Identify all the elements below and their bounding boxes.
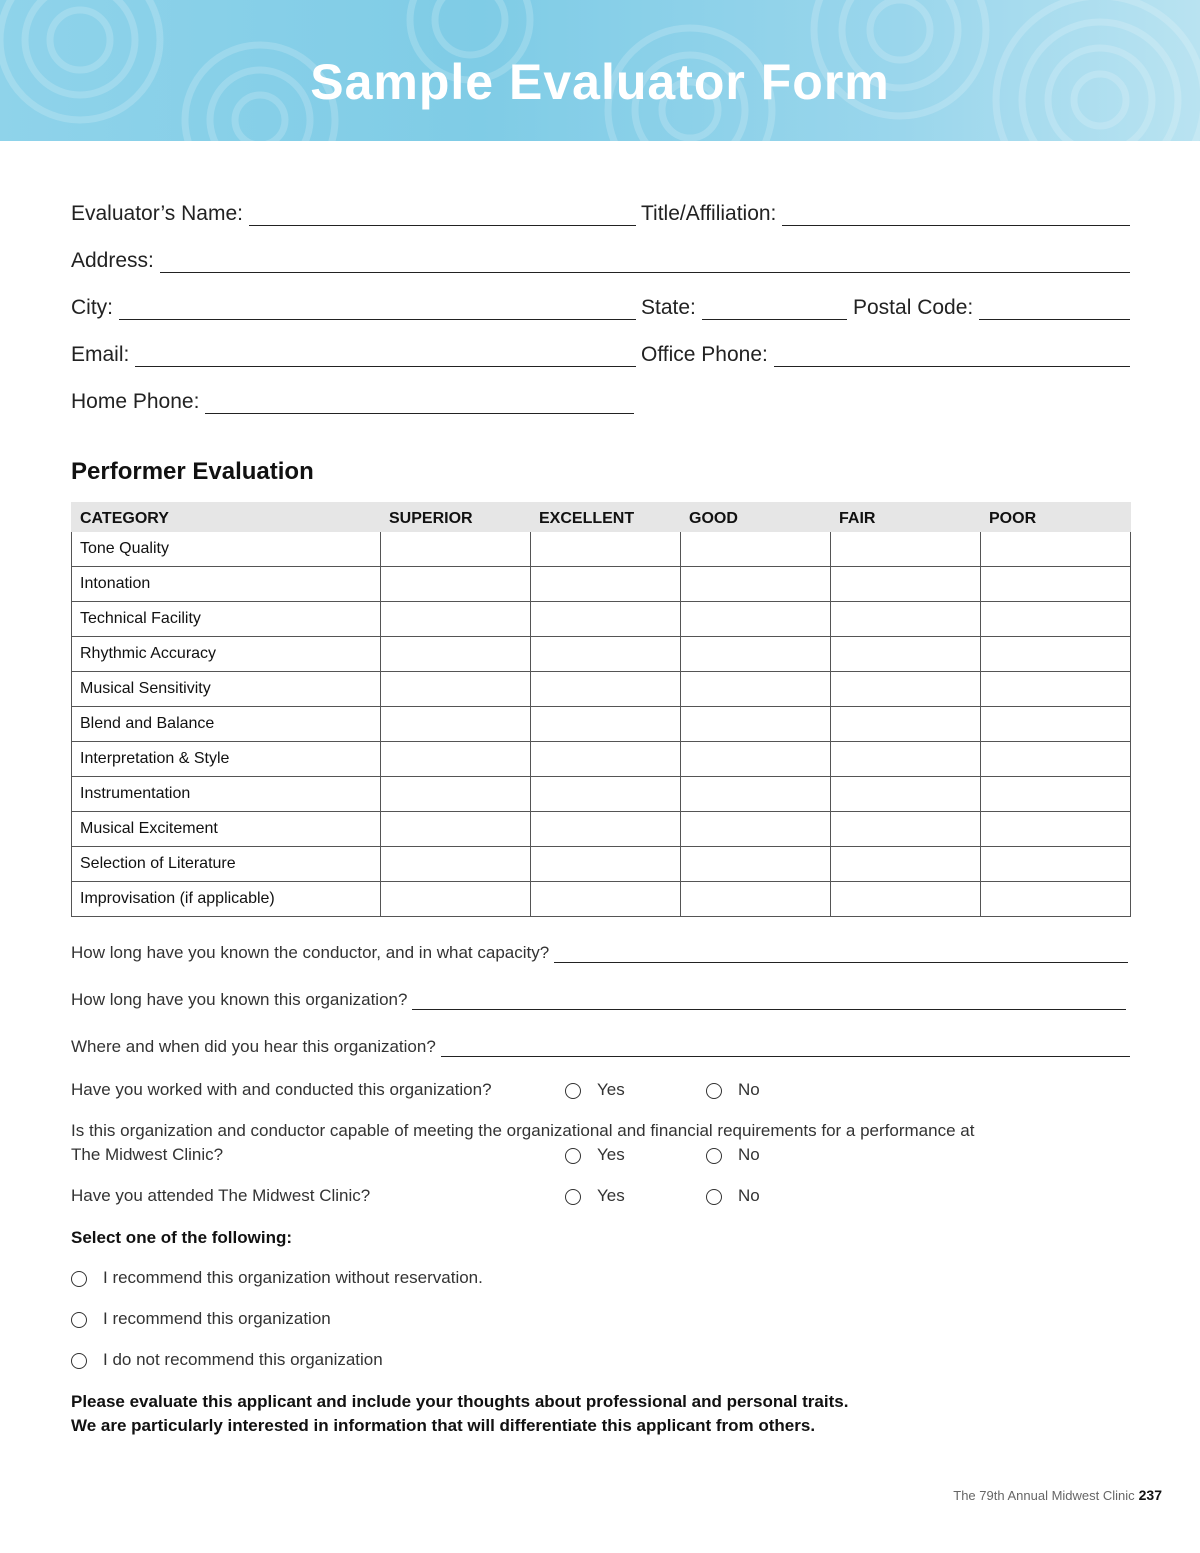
office-phone-line[interactable] [774,344,1130,367]
question-known-organization[interactable] [71,984,1126,1010]
question-heard-organization-line[interactable] [441,1038,1130,1057]
category-cell: Tone Quality [72,532,381,567]
home-phone-line[interactable] [205,391,634,414]
rating-cell-superior[interactable] [381,567,531,602]
attended-no-radio[interactable] [706,1189,722,1205]
address-line[interactable] [160,250,1130,273]
postal-code-label: Postal Code: [853,296,974,319]
closing-line-2: We are particularly interested in information that will differentiate this applicant from others. [71,1416,816,1435]
title-affiliation-label: Title/Affiliation: [641,202,777,225]
column-header-superior: SUPERIOR [381,503,531,532]
category-cell: Interpretation & Style [72,742,381,777]
header-banner [0,0,1200,141]
rating-cell-fair[interactable] [831,567,981,602]
rating-cell-superior[interactable] [381,672,531,707]
section-title-performer-evaluation: Performer Evaluation [71,458,314,485]
rating-cell-excellent[interactable] [531,637,681,672]
capable-yes-radio[interactable] [565,1148,581,1164]
rating-cell-good[interactable] [681,637,831,672]
office-phone-field[interactable] [641,337,1130,367]
table-header-row [72,503,1131,532]
recommendation-heading: Select one of the following: [71,1228,292,1247]
state-field[interactable] [641,290,847,320]
question-known-conductor-line[interactable] [554,944,1128,963]
rating-cell-good[interactable] [681,882,831,917]
rating-cell-poor[interactable] [981,567,1131,602]
rating-cell-fair[interactable] [831,637,981,672]
rating-cell-superior[interactable] [381,882,531,917]
table-row [72,847,1131,882]
postal-code-line[interactable] [979,297,1130,320]
attended-yes-label: Yes [597,1186,625,1205]
table-row [72,672,1131,707]
category-cell: Selection of Literature [72,847,381,882]
evaluator-name-field[interactable] [71,196,636,226]
home-phone-label: Home Phone: [71,390,200,413]
city-line[interactable] [119,297,636,320]
table-row [72,777,1131,812]
title-affiliation-field[interactable] [641,196,1130,226]
rating-cell-excellent[interactable] [531,847,681,882]
capable-yes-label: Yes [597,1145,625,1164]
rating-cell-fair[interactable] [831,777,981,812]
recommend-label: I recommend this organization [103,1309,331,1328]
rating-cell-superior[interactable] [381,532,531,567]
rating-cell-excellent[interactable] [531,707,681,742]
page-footer [953,1487,1162,1503]
category-cell: Intonation [72,567,381,602]
page-title: Sample Evaluator Form [310,54,890,110]
email-field[interactable] [71,337,636,367]
category-cell: Musical Excitement [72,812,381,847]
worked-with-no-label: No [738,1080,760,1099]
category-cell: Technical Facility [72,602,381,637]
recommend-radio[interactable] [71,1312,87,1328]
rating-cell-excellent[interactable] [531,812,681,847]
column-header-category: CATEGORY [72,503,381,532]
city-field[interactable] [71,290,636,320]
email-line[interactable] [135,344,636,367]
rating-cell-fair[interactable] [831,882,981,917]
table-row [72,882,1131,917]
table-row [72,812,1131,847]
address-field[interactable] [71,243,1130,273]
rating-cell-excellent[interactable] [531,532,681,567]
question-worked-with: Have you worked with and conducted this organization? [71,1080,492,1099]
rating-cell-poor[interactable] [981,742,1131,777]
rating-cell-poor[interactable] [981,532,1131,567]
rating-cell-excellent[interactable] [531,742,681,777]
rating-cell-fair[interactable] [831,847,981,882]
recommend-without-reservation-radio[interactable] [71,1271,87,1287]
table-row [72,567,1131,602]
rating-cell-poor[interactable] [981,882,1131,917]
attended-yes-radio[interactable] [565,1189,581,1205]
question-known-conductor[interactable] [71,937,1128,963]
title-affiliation-line[interactable] [782,203,1130,226]
capable-no-label: No [738,1145,760,1164]
recommend-without-reservation-label: I recommend this organization without reservation. [103,1268,483,1287]
capable-no-radio[interactable] [706,1148,722,1164]
question-capable-line-2: The Midwest Clinic? [71,1145,224,1164]
rating-cell-excellent[interactable] [531,777,681,812]
question-heard-organization[interactable] [71,1031,1130,1057]
table-row [72,602,1131,637]
rating-cell-fair[interactable] [831,742,981,777]
worked-with-yes-label: Yes [597,1080,625,1099]
rating-cell-poor[interactable] [981,602,1131,637]
rating-cell-good[interactable] [681,672,831,707]
footer-publication: The 79th Annual Midwest Clinic [953,1488,1135,1503]
rating-cell-poor[interactable] [981,812,1131,847]
rating-cell-good[interactable] [681,602,831,637]
table-row [72,742,1131,777]
rating-cell-fair[interactable] [831,812,981,847]
state-line[interactable] [702,297,847,320]
home-phone-field[interactable] [71,384,634,414]
address-label: Address: [71,249,154,272]
rating-cell-superior[interactable] [381,602,531,637]
city-label: City: [71,296,113,319]
rating-cell-fair[interactable] [831,532,981,567]
category-cell: Rhythmic Accuracy [72,637,381,672]
rating-cell-superior[interactable] [381,637,531,672]
rating-cell-excellent[interactable] [531,672,681,707]
question-known-organization-line[interactable] [412,991,1126,1010]
performer-evaluation-table [71,502,1131,917]
rating-cell-good[interactable] [681,567,831,602]
state-label: State: [641,296,696,319]
column-header-poor: POOR [981,503,1131,532]
question-known-conductor-label: How long have you known the conductor, and in what capacity? [71,943,550,962]
rating-cell-superior[interactable] [381,742,531,777]
question-heard-organization-label: Where and when did you hear this organization? [71,1037,436,1056]
attended-no-label: No [738,1186,760,1205]
closing-line-1: Please evaluate this applicant and include your thoughts about professional and personal traits. [71,1392,849,1411]
rating-cell-poor[interactable] [981,847,1131,882]
rating-cell-superior[interactable] [381,847,531,882]
do-not-recommend-radio[interactable] [71,1353,87,1369]
category-cell: Musical Sensitivity [72,672,381,707]
table-row [72,637,1131,672]
page-number: 237 [1138,1487,1162,1503]
rating-cell-poor[interactable] [981,777,1131,812]
column-header-good: GOOD [681,503,831,532]
evaluation-table-body [72,532,1131,917]
column-header-excellent: EXCELLENT [531,503,681,532]
rating-cell-fair[interactable] [831,672,981,707]
email-label: Email: [71,343,130,366]
rating-cell-fair[interactable] [831,707,981,742]
evaluator-name-line[interactable] [249,203,636,226]
rating-cell-superior[interactable] [381,707,531,742]
do-not-recommend-label: I do not recommend this organization [103,1350,383,1369]
rating-cell-superior[interactable] [381,777,531,812]
postal-code-field[interactable] [853,290,1130,320]
worked-with-no-radio[interactable] [706,1083,722,1099]
rating-cell-good[interactable] [681,847,831,882]
column-header-fair: FAIR [831,503,981,532]
rating-cell-good[interactable] [681,777,831,812]
rating-cell-fair[interactable] [831,602,981,637]
rating-cell-excellent[interactable] [531,567,681,602]
rating-cell-excellent[interactable] [531,882,681,917]
rating-cell-poor[interactable] [981,672,1131,707]
rating-cell-poor[interactable] [981,707,1131,742]
rating-cell-superior[interactable] [381,812,531,847]
table-row [72,707,1131,742]
rating-cell-poor[interactable] [981,637,1131,672]
table-row [72,532,1131,567]
office-phone-label: Office Phone: [641,343,768,366]
rating-cell-good[interactable] [681,707,831,742]
question-capable-line-1: Is this organization and conductor capable of meeting the organizational and financial requirements for a performance at [71,1121,975,1140]
rating-cell-good[interactable] [681,532,831,567]
category-cell: Blend and Balance [72,707,381,742]
evaluator-name-label: Evaluator’s Name: [71,202,243,225]
rating-cell-good[interactable] [681,812,831,847]
question-known-organization-label: How long have you known this organization? [71,990,408,1009]
question-attended: Have you attended The Midwest Clinic? [71,1186,371,1205]
rating-cell-excellent[interactable] [531,602,681,637]
category-cell: Instrumentation [72,777,381,812]
rating-cell-good[interactable] [681,742,831,777]
category-cell: Improvisation (if applicable) [72,882,381,917]
worked-with-yes-radio[interactable] [565,1083,581,1099]
